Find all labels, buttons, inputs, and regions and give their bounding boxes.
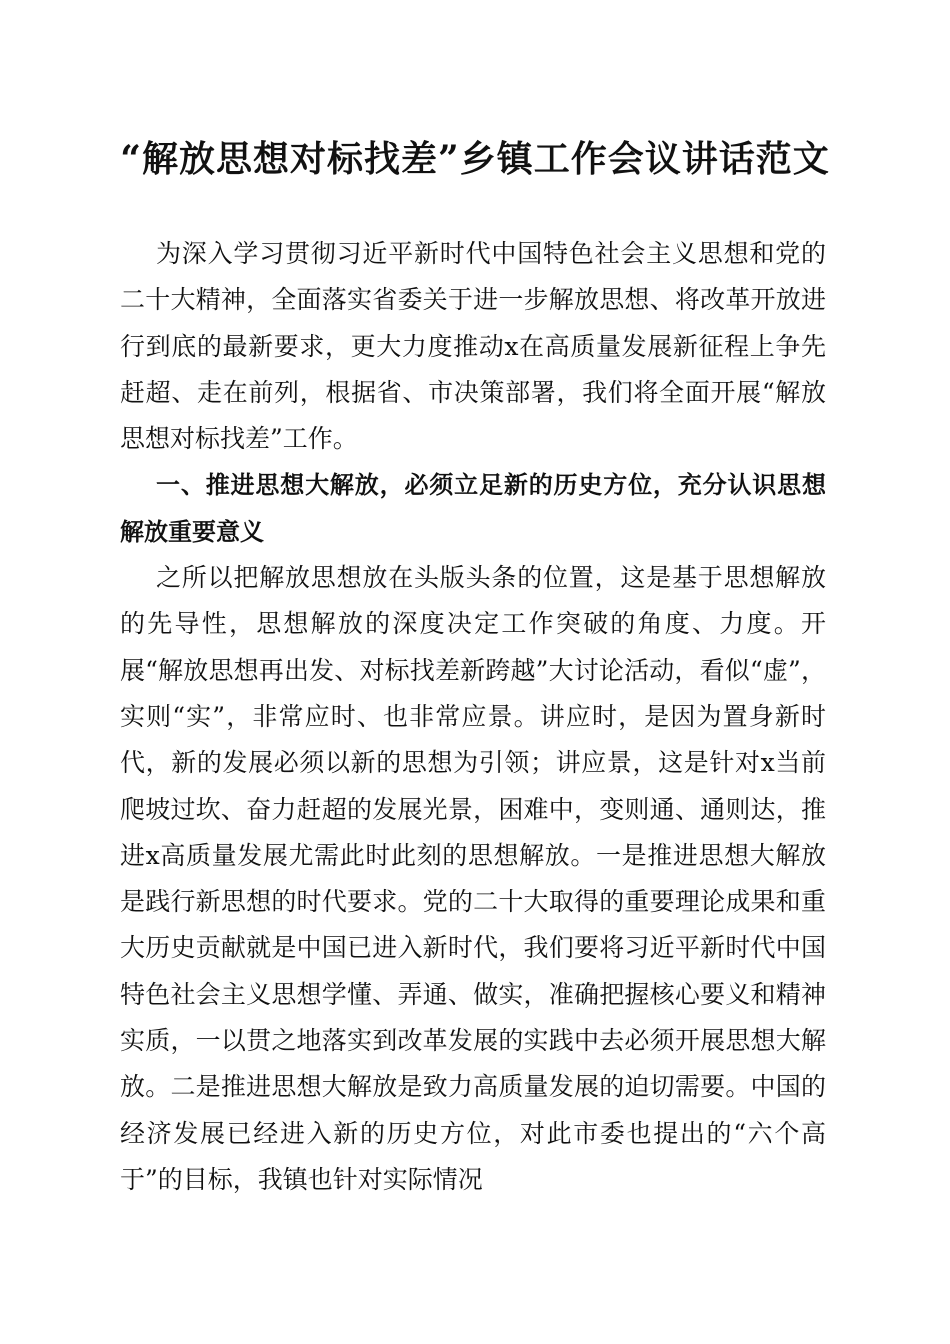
body-paragraph: 之所以把解放思想放在头版头条的位置，这是基于思想解放的先导性，思想解放的深度决定工作突破的角度、力度。开展“解放思想再出发、对标找差新跨越”大讨论活动，看似“虚”，实则“实”，非常应时、也非常应景。讲应时，是因为置身新时代，新的发展必须以新的思想为引领；讲应景，这是针对x当前爬坡过坎、奋力赶超的发展光景，困难中，变则通、通则达，推进x高质量发展尤需此时此刻的思想解放。一是推进思想大解放是践行新思想的时代要求。党的二十大取得的重要理论成果和重大历史贡献就是中国已进入新时代，我们要将习近平新时代中国特色社会主义思想学懂、弄通、做实，准确把握核心要义和精神实质，一以贯之地落实到改革发展的实践中去必须开展思想大解放。二是推进思想大解放是致力高质量发展的迫切需要。中国的经济发展已经进入新的历史方位，对此市委也提出的“六个高于”的目标，我镇也针对实际情况 <box>120 563 826 1194</box>
section-heading-1: 一、推进思想大解放，必须立足新的历史方位，充分认识思想解放重要意义 <box>120 471 826 546</box>
document-body <box>120 231 826 1203</box>
intro-paragraph: 为深入学习贯彻习近平新时代中国特色社会主义思想和党的二十大精神，全面落实省委关于进一步解放思想、将改革开放进行到底的最新要求，更大力度推动x在高质量发展新征程上争先赶超、走在前列，根据省、市决策部署，我们将全面开展“解放思想对标找差”工作。 <box>120 239 826 454</box>
document-title: “解放思想对标找差”乡镇工作会议讲话范文 <box>120 138 830 180</box>
